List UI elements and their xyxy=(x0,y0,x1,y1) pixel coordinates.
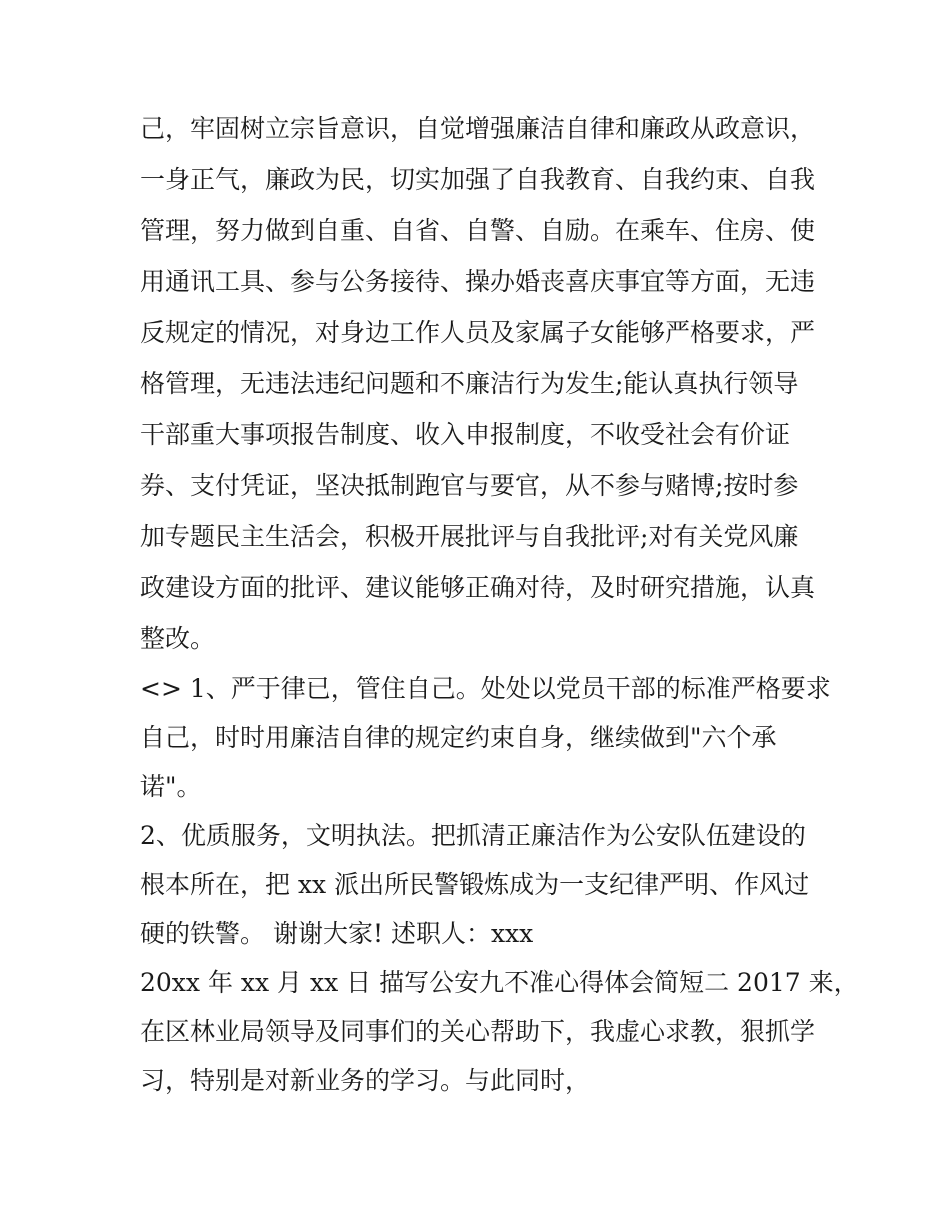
text-line: 格管理，无违法违纪问题和不廉洁行为发生;能认真执行领导 xyxy=(140,369,799,398)
text-line: 干部重大事项报告制度、收入申报制度，不收受社会有价证 xyxy=(140,420,791,449)
text-line: 诺"。 xyxy=(140,772,202,801)
text-line: 己，牢固树立宗旨意识，自觉增强廉洁自律和廉政从政意识， xyxy=(140,114,816,143)
text-line: 政建设方面的批评、建议能够正确对待，及时研究措施，认真 xyxy=(140,573,816,602)
text-line: 券、支付凭证，坚决抵制跑官与要官，从不参与赌博;按时参 xyxy=(140,471,799,500)
text-line: 管理，努力做到自重、自省、自警、自励。在乘车、住房、使 xyxy=(140,216,816,245)
text-line: 用通讯工具、参与公务接待、操办婚丧喜庆事宜等方面，无违 xyxy=(140,267,816,296)
text-line: 20xx 年 xx 月 xx 日 描写公安九不准心得体会简短二 2017 来， xyxy=(140,968,859,997)
document-body xyxy=(140,103,859,1105)
text-line: 一身正气，廉政为民，切实加强了自我教育、自我约束、自我 xyxy=(140,165,816,194)
text-line: <> 1、严于律已，管住自己。处处以党员干部的标准严格要求 xyxy=(140,674,831,703)
text-line: 根本所在，把 xx 派出所民警锻炼成为一支纪律严明、作风过 xyxy=(140,870,810,899)
text-line: 整改。 xyxy=(140,624,216,653)
text-line: 反规定的情况，对身边工作人员及家属子女能够严格要求，严 xyxy=(140,318,816,347)
text-line: 2、优质服务，文明执法。把抓清正廉洁作为公安队伍建设的 xyxy=(140,821,806,850)
text-line: 自己，时时用廉洁自律的规定约束自身，继续做到"六个承 xyxy=(140,723,777,752)
text-line: 习，特别是对新业务的学习。与此同时， xyxy=(140,1066,591,1095)
text-line: 硬的铁警。 谢谢大家! 述职人：xxx xyxy=(140,919,534,948)
text-line: 在区林业局领导及同事们的关心帮助下，我虚心求教，狠抓学 xyxy=(140,1017,816,1046)
text-line: 加专题民主生活会，积极开展批评与自我批评;对有关党风廉 xyxy=(140,522,799,551)
